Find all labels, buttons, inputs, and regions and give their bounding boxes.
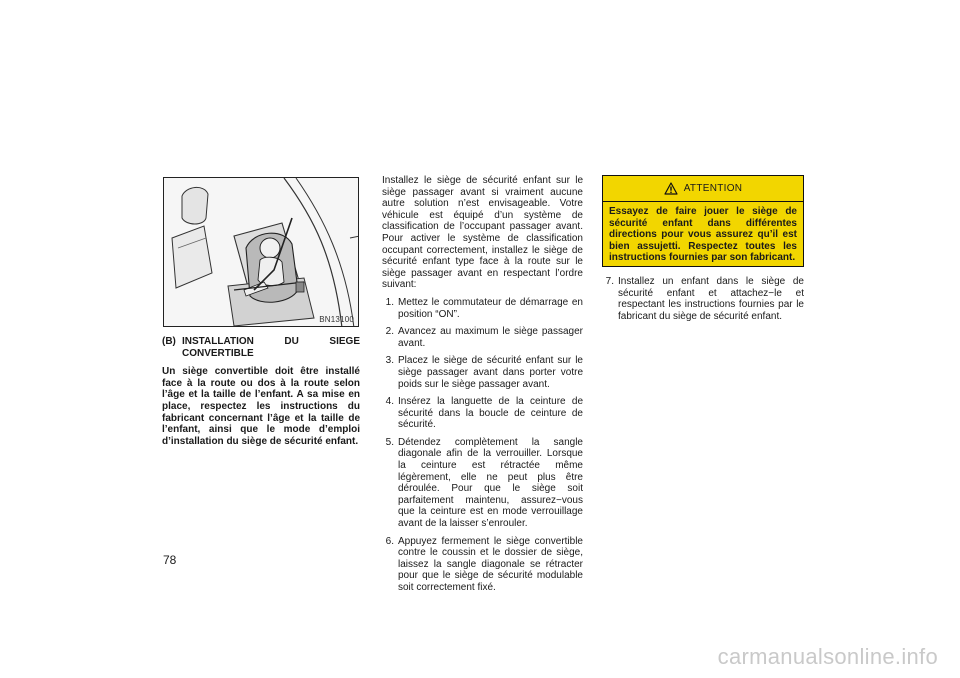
list-item [602, 276, 804, 322]
list-item [382, 297, 583, 320]
step-text: Installez un enfant dans le siège de sécurité enfant et attachez−le et respectant les instructions fournies par le fabricant du siège de sécurité enfant. [618, 276, 804, 322]
page-number: 78 [163, 553, 177, 567]
installation-intro: Installez le siège de sécurité enfant sur le siège passager avant si vraiment aucune autre solution n’est envisageable. Votre véhicule est équipé d’un système de classification de l’occupant passager avant. Pour activer le système de classification occupant correctement, installez le siège de sécurité enfant type face à la route sur le siège passager avant en respectant l’ordre suivant: [382, 175, 583, 291]
left-column [162, 336, 360, 447]
section-heading [162, 336, 360, 359]
list-item [382, 326, 583, 349]
section-heading-title: INSTALLATION DU SIEGE CONVERTIBLE [182, 336, 360, 359]
middle-column [382, 175, 583, 594]
attention-title: ATTENTION [683, 182, 743, 194]
list-item [382, 396, 583, 431]
step-text: Avancez au maximum le siège passager avant. [398, 326, 583, 349]
step-text: Mettez le commutateur de démarrage en position “ON”. [398, 296, 583, 320]
step-number: 7. [605, 276, 614, 287]
step-text: Insérez la languette de la ceinture de sécurité dans la boucle de ceinture de sécurité. [398, 396, 583, 431]
child-seat-illustration [163, 177, 359, 327]
step-text: Appuyez fermement le siège convertible contre le coussin et le dossier de siège, laissez la sangle diagonale se rétracter pour que le siège de sécurité modulable soit correctement fixé. [398, 535, 583, 593]
step-text: Placez le siège de sécurité enfant sur le siège passager avant dans porter votre poids sur le siège passager avant. [398, 355, 583, 390]
installation-steps-continued [602, 276, 804, 322]
step-number: 2. [385, 326, 394, 338]
attention-header [603, 176, 803, 202]
watermark: carmanualsonline.info [717, 644, 938, 669]
list-item [382, 536, 583, 594]
child-seat-drawing [164, 178, 359, 327]
attention-box [602, 175, 804, 267]
step-number: 5. [385, 436, 394, 448]
figure-code: BN13100 [319, 315, 354, 324]
warning-triangle-icon [664, 182, 678, 195]
attention-text: Essayez de faire jouer le siège de sécurité enfant dans différentes directions pour vous assurez qu’il est bien assujetti. Respectez toutes les instructions fournies par son fabricant. [609, 206, 797, 264]
list-item [382, 355, 583, 390]
step-number: 1. [385, 296, 394, 308]
step-number: 4. [385, 396, 394, 408]
step-number: 6. [385, 535, 394, 547]
right-column [602, 175, 804, 322]
section-heading-label: (B) [162, 336, 176, 347]
step-number: 3. [385, 355, 394, 367]
step-text: Détendez complètement la sangle diagonale afin de la verrouiller. Lorsque la ceinture est rétractée même légèrement, elle ne peut plus être déroulée. Pour que le siège soit parfaitement maintenu, assurez−vous que la ceinture est en mode verrouillage avant de la laisser s’enrouler. [398, 436, 583, 530]
list-item [382, 437, 583, 530]
section-intro-bold: Un siège convertible doit être installé face à la route ou dos à la route selon l’âge et la taille de l’enfant. A sa mise en place, respectez les instructions du fabricant concernant l’âge et la taille de l’enfant, ainsi que le mode d’emploi d’installation du siège de sécurité enfant. [162, 366, 360, 447]
installation-steps [382, 297, 583, 594]
